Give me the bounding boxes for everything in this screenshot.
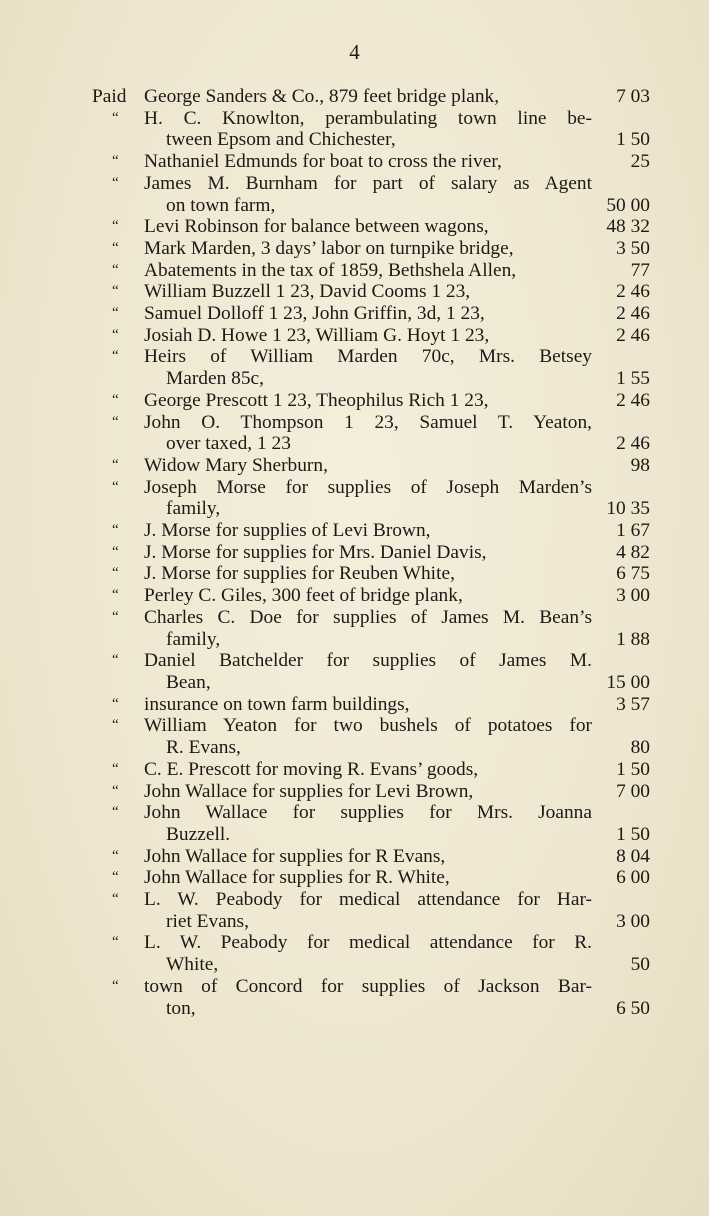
ledger-entry: [92, 238, 656, 260]
entry-description-line: George Prescott 1 23, Theophilus Rich 1 23,: [144, 389, 489, 411]
ledger-entry: [92, 585, 656, 607]
ledger-entry: [92, 520, 656, 542]
ditto-mark: “: [112, 891, 119, 908]
ledger-entry: [92, 151, 656, 173]
ledger-entry: [92, 694, 656, 716]
entry-description-line: White,: [166, 954, 219, 976]
ledger-entry: [92, 932, 656, 975]
ledger-entry: [92, 781, 656, 803]
entry-amount: 8 04: [616, 845, 650, 867]
entry-amount: 15 00: [606, 671, 650, 693]
entry-amount: 2 46: [616, 303, 650, 325]
entry-description-line: Joseph Morse for supplies of Joseph Marden’s: [144, 476, 592, 498]
entry-amount: 7 00: [616, 780, 650, 802]
ledger-entry: [92, 303, 656, 325]
ditto-mark: “: [112, 218, 119, 235]
entry-amount: 6 50: [616, 997, 650, 1019]
entry-description-line: Marden 85c,: [166, 368, 264, 390]
ditto-mark: “: [112, 522, 119, 539]
ditto-mark: “: [112, 153, 119, 170]
entry-description-line: William Buzzell 1 23, David Cooms 1 23,: [144, 281, 471, 303]
ditto-mark: “: [112, 174, 119, 191]
entry-amount: 48 32: [606, 216, 650, 238]
entry-amount: 3 50: [616, 237, 650, 259]
entry-amount: 77: [630, 259, 650, 281]
ditto-mark: “: [112, 869, 119, 886]
entry-description-line: Heirs of William Marden 70c, Mrs. Betsey: [144, 346, 592, 368]
page-number: 4: [349, 40, 360, 64]
ledger-entry: [92, 976, 656, 1019]
ledger-entry: [92, 759, 656, 781]
entry-description-line: on town farm,: [166, 194, 276, 216]
ditto-mark: “: [112, 391, 119, 408]
ditto-mark: “: [112, 565, 119, 582]
entry-description-line: Abatements in the tax of 1859, Bethshela Allen,: [144, 259, 517, 281]
entry-description-line: tween Epsom and Chichester,: [166, 129, 396, 151]
entry-description-line: R. Evans,: [166, 737, 241, 759]
entry-description-line: riet Evans,: [166, 910, 249, 932]
entry-description-line: C. E. Prescott for moving R. Evans’ goods,: [144, 758, 479, 780]
entry-description-line: Mark Marden, 3 days’ labor on turnpike bridge,: [144, 237, 514, 259]
ledger-entry: [92, 846, 656, 868]
entry-amount: 3 00: [616, 585, 650, 607]
entry-description-line: H. C. Knowlton, perambulating town line be-: [144, 107, 592, 129]
entry-description-line: Bean,: [166, 671, 211, 693]
entry-amount: 3 00: [616, 910, 650, 932]
ditto-mark: “: [112, 652, 119, 669]
entry-amount: 1 67: [616, 520, 650, 542]
ditto-mark: “: [112, 717, 119, 734]
ledger-entry: [92, 455, 656, 477]
ledger-entry: [92, 715, 656, 758]
entry-description-line: John Wallace for supplies for R Evans,: [144, 845, 446, 867]
ditto-mark: “: [112, 109, 119, 126]
entry-description-line: Samuel Dolloff 1 23, John Griffin, 3d, 1 23,: [144, 303, 485, 325]
ditto-mark: “: [112, 587, 119, 604]
entry-amount: 25: [630, 151, 650, 173]
entry-description-line: over taxed, 1 23: [166, 433, 291, 455]
ditto-mark: “: [112, 261, 119, 278]
ditto-mark: “: [112, 608, 119, 625]
entry-amount: 80: [630, 737, 650, 759]
entry-description-line: John Wallace for supplies for Levi Brown,: [144, 780, 474, 802]
entry-amount: 1 50: [616, 129, 650, 151]
ledger-entry: [92, 867, 656, 889]
entry-amount: 1 50: [616, 823, 650, 845]
entry-amount: 6 00: [616, 867, 650, 889]
ledger-entry: [92, 173, 656, 216]
ledger-entry: [92, 542, 656, 564]
ditto-mark: “: [112, 977, 119, 994]
entry-description-line: family,: [166, 628, 221, 650]
ledger-entry: [92, 281, 656, 303]
entry-description-line: Levi Robinson for balance between wagons,: [144, 216, 489, 238]
ditto-mark: “: [112, 239, 119, 256]
ledger-entry: [92, 346, 656, 389]
ditto-mark: “: [112, 760, 119, 777]
entry-amount: 2 46: [616, 324, 650, 346]
entry-description-line: John Wallace for supplies for Mrs. Joanna: [144, 802, 592, 824]
entry-description-line: L. W. Peabody for medical attendance for R.: [144, 932, 592, 954]
ditto-mark: “: [112, 847, 119, 864]
entry-amount: 10 35: [606, 498, 650, 520]
entry-description-line: John O. Thompson 1 23, Samuel T. Yeaton,: [144, 411, 592, 433]
ledger-entry: [92, 390, 656, 412]
ledger-entry: [92, 477, 656, 520]
ledger-entry: [92, 802, 656, 845]
ditto-mark: “: [112, 305, 119, 322]
ledger-list: [92, 86, 656, 1019]
ditto-mark: “: [112, 326, 119, 343]
entry-description-line: George Sanders & Co., 879 feet bridge plank,: [144, 86, 500, 107]
ditto-mark: “: [112, 695, 119, 712]
entry-amount: 1 55: [616, 368, 650, 390]
entry-description-line: Perley C. Giles, 300 feet of bridge plank,: [144, 585, 463, 607]
ledger-entry: [92, 108, 656, 151]
entry-description-line: Daniel Batchelder for supplies of James M.: [144, 650, 592, 672]
entry-amount: 1 88: [616, 628, 650, 650]
entry-amount: 4 82: [616, 541, 650, 563]
entry-amount: 50 00: [606, 194, 650, 216]
ledger-entry: [92, 889, 656, 932]
ledger-entry: [92, 86, 656, 108]
ledger-entry: [92, 412, 656, 455]
ditto-mark: “: [112, 543, 119, 560]
entry-description-line: William Yeaton for two bushels of potatoes for: [144, 715, 592, 737]
ditto-mark: “: [112, 283, 119, 300]
paid-label: Paid: [92, 86, 127, 107]
entry-amount: 2 46: [616, 281, 650, 303]
entry-description-line: Josiah D. Howe 1 23, William G. Hoyt 1 23,: [144, 324, 490, 346]
entry-amount: 50: [630, 954, 650, 976]
entry-description-line: Buzzell.: [166, 823, 231, 845]
ditto-mark: “: [112, 348, 119, 365]
entry-amount: 98: [630, 454, 650, 476]
ditto-mark: “: [112, 782, 119, 799]
entry-description-line: Charles C. Doe for supplies of James M. Bean’s: [144, 606, 592, 628]
entry-description-line: family,: [166, 498, 221, 520]
entry-amount: 6 75: [616, 563, 650, 585]
entry-description-line: L. W. Peabody for medical attendance for Har-: [144, 889, 592, 911]
entry-amount: 3 57: [616, 693, 650, 715]
ditto-mark: “: [112, 804, 119, 821]
entry-description-line: J. Morse for supplies of Levi Brown,: [144, 520, 431, 542]
ledger-entry: [92, 607, 656, 650]
entry-amount: 7 03: [616, 86, 650, 107]
ledger-entry: [92, 260, 656, 282]
entry-description-line: J. Morse for supplies for Mrs. Daniel Davis,: [144, 541, 487, 563]
ledger-entry: [92, 563, 656, 585]
entry-description-line: ton,: [166, 997, 196, 1019]
entry-description-line: Widow Mary Sherburn,: [144, 454, 328, 476]
entry-amount: 1 50: [616, 758, 650, 780]
ditto-mark: “: [112, 478, 119, 495]
entry-amount: 2 46: [616, 389, 650, 411]
entry-description-line: James M. Burnham for part of salary as Agent: [144, 172, 592, 194]
ditto-mark: “: [112, 413, 119, 430]
entry-amount: 2 46: [616, 433, 650, 455]
ditto-mark: “: [112, 934, 119, 951]
ledger-entry: [92, 216, 656, 238]
entry-description-line: Nathaniel Edmunds for boat to cross the river,: [144, 151, 502, 173]
entry-description-line: J. Morse for supplies for Reuben White,: [144, 563, 455, 585]
ledger-entry: [92, 650, 656, 693]
ledger-entry: [92, 325, 656, 347]
entry-description-line: town of Concord for supplies of Jackson Bar-: [144, 975, 592, 997]
ditto-mark: “: [112, 456, 119, 473]
entry-description-line: insurance on town farm buildings,: [144, 693, 410, 715]
entry-description-line: John Wallace for supplies for R. White,: [144, 867, 450, 889]
